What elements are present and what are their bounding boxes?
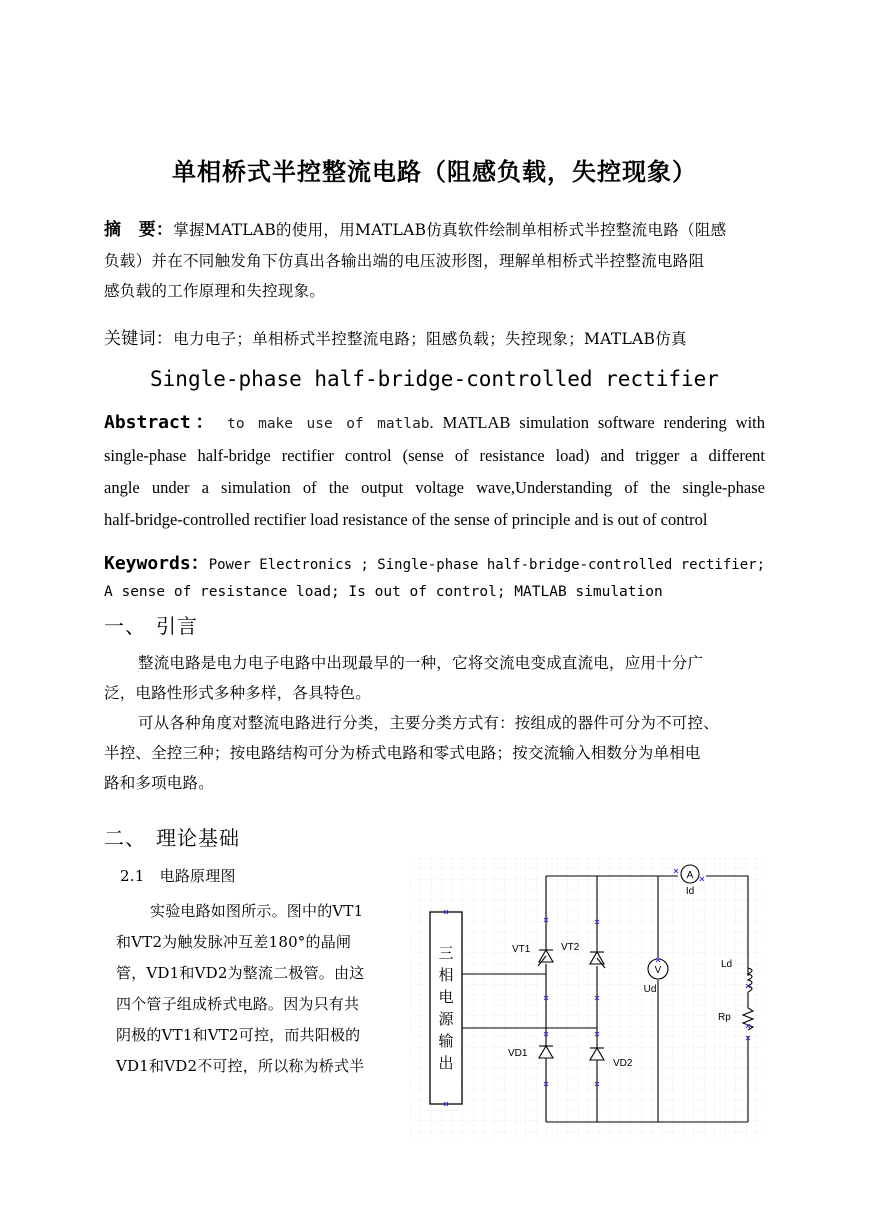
abstract-cn bbox=[104, 215, 784, 307]
keywords-cn-label: 关键词： bbox=[104, 329, 174, 349]
abstract-en bbox=[104, 407, 765, 536]
keywords-en-line2: A sense of resistance load; Is out of control; MATLAB simulation bbox=[104, 584, 663, 600]
section2-title: 理论基础 bbox=[156, 826, 240, 850]
subsection-2-1: 2.1 电路原理图 bbox=[120, 867, 236, 885]
abstract-en-label: Abstract： bbox=[104, 412, 219, 433]
abstract-en-line2: single-phase half-bridge rectifier control (sense of resistance load) and trigger a different bbox=[104, 446, 765, 465]
section2-number: 二、 bbox=[104, 826, 146, 850]
keywords-en-line1: Power Electronics ; Single-phase half-bridge-controlled rectifier; bbox=[208, 557, 765, 573]
section2-line: VD1和VD2不可控，所以称为桥式半 bbox=[116, 1057, 365, 1075]
section2-line: 阴极的VT1和VT2可控，而共阳极的 bbox=[116, 1026, 361, 1044]
rp-label: Rp bbox=[718, 1012, 731, 1023]
abstract-cn-line1: 掌握MATLAB的使用，用MATLAB仿真软件绘制单相桥式半控整流电路（阻感 bbox=[173, 221, 727, 239]
abstract-en-line1: . MATLAB simulation software rendering with bbox=[429, 413, 766, 432]
source-box bbox=[430, 912, 462, 1104]
english-title: Single-phase half-bridge-controlled rectifier bbox=[150, 367, 719, 391]
grid-background bbox=[410, 858, 766, 1138]
section1-heading bbox=[104, 610, 198, 639]
abstract-cn-line3: 感负载的工作原理和失控现象。 bbox=[104, 282, 326, 300]
source-label-char: 源 bbox=[438, 1011, 454, 1028]
section2-body bbox=[116, 896, 401, 1082]
id-label: Id bbox=[685, 886, 695, 897]
section1-p1-line2: 泛，电路性形式多种多样，各具特色。 bbox=[104, 684, 371, 702]
section2-line: 管，VD1和VD2为整流二极管。由这 bbox=[116, 964, 365, 982]
abstract-en-line3: angle under a simulation of the output voltage wave,Understanding of the single-phase bbox=[104, 478, 765, 497]
source-label-char: 输 bbox=[438, 1033, 454, 1050]
section2-heading bbox=[104, 822, 240, 851]
source-label-char: 三 bbox=[438, 945, 454, 962]
section2-line: 和VT2为触发脉冲互差180°的晶闸 bbox=[116, 933, 352, 951]
section1-p2-line1: 可从各种角度对整流电路进行分类，主要分类方式有：按组成的器件可分为不可控、 bbox=[138, 714, 719, 732]
ud-label: Ud bbox=[643, 984, 657, 995]
source-label-char: 相 bbox=[438, 967, 454, 984]
section2-line: 四个管子组成桥式电路。因为只有共 bbox=[116, 995, 360, 1013]
source-label-char: 出 bbox=[438, 1055, 454, 1072]
section1-body bbox=[104, 648, 766, 798]
page-title: 单相桥式半控整流电路（阻感负载，失控现象） bbox=[172, 158, 697, 186]
section1-number: 一、 bbox=[104, 614, 146, 638]
abstract-en-line4: half-bridge-controlled rectifier load resistance of the sense of principle and is out of control bbox=[104, 510, 708, 529]
ammeter-label: A bbox=[686, 870, 694, 881]
section1-title: 引言 bbox=[156, 614, 198, 638]
source-label-char: 电 bbox=[438, 989, 454, 1006]
abstract-en-mono: to make use of matlab bbox=[227, 416, 430, 432]
vd2-label: VD2 bbox=[613, 1058, 633, 1069]
abstract-cn-label: 摘 要： bbox=[104, 220, 174, 240]
section2-line: 实验电路如图所示。图中的VT1 bbox=[150, 902, 364, 920]
section1-p2-line3: 路和多项电路。 bbox=[104, 774, 214, 792]
keywords-en-label: Keywords： bbox=[104, 553, 209, 574]
voltmeter-label: V bbox=[654, 965, 662, 976]
vt1-label: VT1 bbox=[512, 944, 531, 955]
keywords-en bbox=[104, 547, 769, 602]
circuit-diagram bbox=[410, 858, 766, 1138]
circuit-svg bbox=[410, 858, 766, 1138]
keywords-cn bbox=[104, 324, 784, 355]
vt2-label: VT2 bbox=[561, 942, 580, 953]
vd1-label: VD1 bbox=[508, 1048, 528, 1059]
ld-label: Ld bbox=[721, 959, 733, 970]
keywords-cn-text: 电力电子；单相桥式半控整流电路；阻感负载；失控现象；MATLAB仿真 bbox=[173, 330, 687, 348]
section1-p1-line1: 整流电路是电力电子电路中出现最早的一种，它将交流电变成直流电，应用十分广 bbox=[138, 654, 704, 672]
abstract-cn-line2: 负载）并在不同触发角下仿真出各输出端的电压波形图，理解单相桥式半控整流电路阻 bbox=[104, 251, 705, 270]
section1-p2-line2: 半控、全控三种；按电路结构可分为桥式电路和零式电路；按交流输入相数分为单相电 bbox=[104, 744, 701, 762]
